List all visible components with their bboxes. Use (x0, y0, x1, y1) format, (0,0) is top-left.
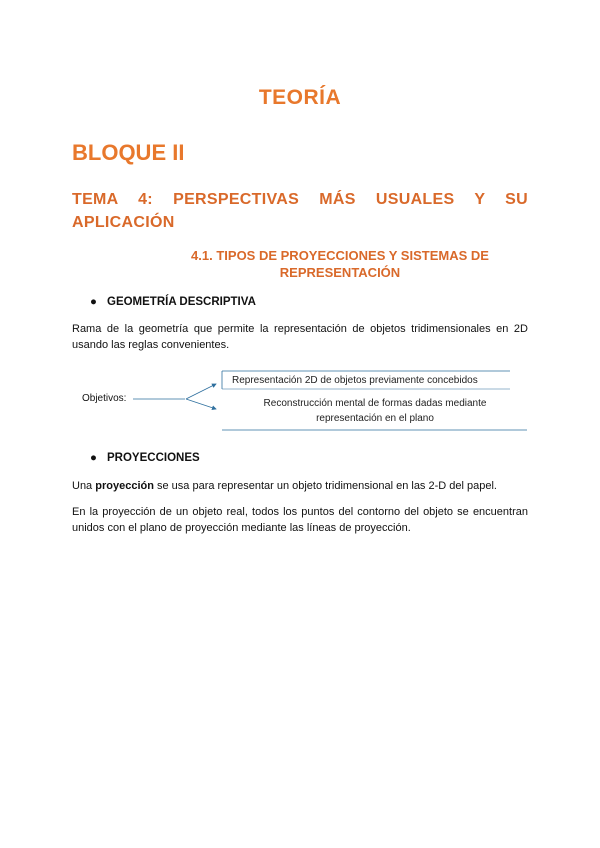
bullet-geometria (90, 296, 256, 308)
subtema-line-2: REPRESENTACIÓN (279, 265, 401, 280)
bullet-dot-icon: ● (90, 296, 97, 308)
geometria-paragraph: Rama de la geometría que permite la representación de objetos tridimensionales en 2D usando las reglas convenientes. (72, 323, 528, 351)
arrow-up-icon (186, 384, 216, 399)
proyeccion-paragraph (72, 478, 528, 494)
bloque-heading: BLOQUE II (72, 140, 185, 165)
p1-before: Una (72, 480, 96, 492)
p1-after: se usa para representar un objeto tridimensional en las 2-D del papel. (153, 480, 497, 492)
objetivos-label: Objetivos: (82, 393, 127, 404)
tema-heading: TEMA 4: PERSPECTIVAS MÁS USUALES Y SU APLICACIÓN (72, 191, 528, 231)
page-title: TEORÍA (258, 86, 342, 109)
proyecciones-heading: PROYECCIONES (107, 452, 200, 464)
geometria-heading: GEOMETRÍA DESCRIPTIVA (107, 296, 256, 308)
bullet-proyecciones (90, 452, 200, 464)
objetivo-1: Representación 2D de objetos previamente concebidos (232, 375, 478, 386)
bullet-dot-icon: ● (90, 452, 97, 464)
objetivo-2 (250, 396, 500, 426)
objetivo-2-line-2: representación en el plano (316, 413, 434, 424)
subtema-heading (120, 247, 560, 281)
arrow-down-icon (186, 399, 216, 409)
p1-bold: proyección (95, 480, 154, 492)
subtema-line-1: 4.1. TIPOS DE PROYECCIONES Y SISTEMAS DE (191, 248, 489, 263)
proyeccion-real-paragraph: En la proyección de un objeto real, todos los puntos del contorno del objeto se encuentran unidos con el plano de proyección mediante las líneas de proyección. (72, 506, 528, 534)
objetivo-2-line-1: Reconstrucción mental de formas dadas mediante (263, 398, 487, 409)
